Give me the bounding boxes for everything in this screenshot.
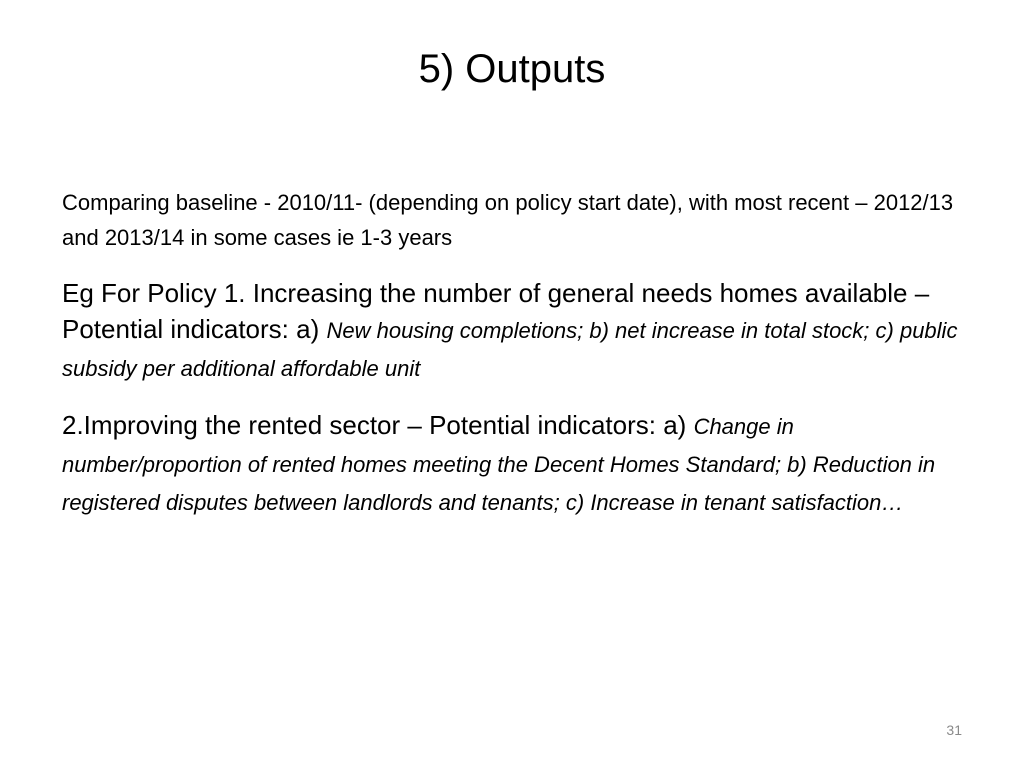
policy-1-paragraph	[62, 275, 972, 387]
slide-body	[62, 185, 972, 541]
policy-2-indicators: Change in number/proportion of rented homes meeting the Decent Homes Standard; b) Reduction in registered disputes between landlords and tenants; c) Increase in tenant satisfaction…	[62, 414, 936, 515]
policy-1-lead: Eg For Policy 1. Increasing the number of general needs homes available – Potential indicators: a)	[62, 278, 930, 344]
policy-2-paragraph	[62, 407, 972, 521]
policy-2-lead: 2.Improving the rented sector – Potential indicators: a)	[62, 410, 694, 440]
slide-title: 5) Outputs	[418, 47, 606, 91]
policy-1-indicators: New housing completions; b) net increase in total stock; c) public subsidy per additional affordable unit	[62, 318, 958, 381]
baseline-paragraph: Comparing baseline - 2010/11- (depending on policy start date), with most recent – 2012/13 and 2013/14 in some cases ie 1-3 years	[62, 190, 954, 250]
page-number: 31	[946, 722, 962, 738]
